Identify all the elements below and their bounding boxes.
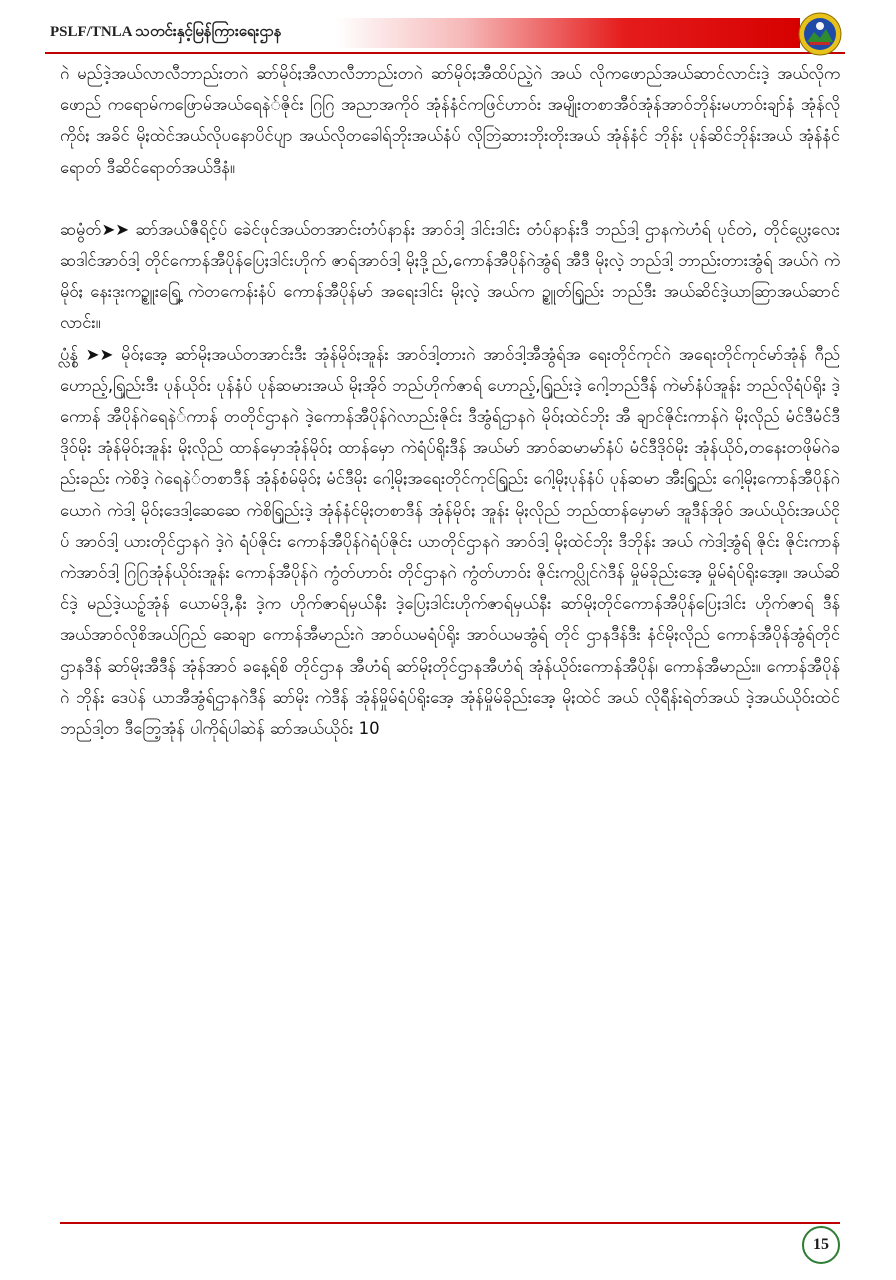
paragraph-spacer bbox=[60, 183, 840, 214]
header-title: PSLF/TNLA သတင်းနှင့်မြန်ကြားရေးဌာန bbox=[50, 24, 282, 40]
organization-emblem-icon bbox=[798, 12, 842, 56]
paragraph: ပ္လွံန် ➤➤ မိုဝ်ႏအေ့ ဆာ်မိုႏအယ်တအာင်းဒီး အုံန်မိုဝ်ႏအူန်း အာဝ်ဒါ့တားဂဲ အာဝ်ဒါ့အီအွံရ်အ ရေးတိုင်ကုင်ဂဲ အရေးတိုင်ကုင်မာ်အုံန် ဂီည်ဟောည့်,ၡြည်းဒီး ပုန်ယိုဝ်း ပုန်နံပ် ပုန်ဆမားအယ် မိုႏအိုဝ် ဘည်ဟိုက်ဇာရ် ဟောည့်,ၡြည်းဒဲ့ ဂေါ့ဘည်ဒီန် ကဲမာ်နံပ်အူန်း ဘည်လိုရံပ်ရိုး ဒဲ့ကောန် အီပိုန်ဂဲရေနဲ်ကာန် တတိုင်ဌာနဂဲ ဒဲ့ကောန်အီပိုန်ဂဲလာည်းဇိုင်း ဒီအွံရ်ဌာနဂဲ မိုဝ်ႏထဲင်ဘိုး အီ ချာင်ဇိုင်းကာန်ဂဲ မိုႏလိုည် မံင်ဒီမံင်ဒီဒိုဝ်မိုး အုံန်မိုဝ်ႏအူန်း မိုႏလိုည် ထာန်မှောအုံန်မိုဝ်ႏ ထာန်မှော ကဲရံပ်ရိုးဒီန် အယ်မာ် အာဝ်ဆမာမာ်နံပ် မံင်ဒီဒိုဝ်မိုး အုံန်ယိုဝ်,တနေးတဖိုမ်ဂဲခည်းခည်း ကဲစိဒဲ့ ဂဲရေနဲ်တစာဒီန် အုံန်စံမ်မိုဝ်ႏ မံင်ဒီမိုး ဂေါ့မိုႏအရေးတိုင်ကုင်ၡြည်း ဂေါ့မိုႏပုန်နံပ် ပုန်ဆမာ အီးၡြည်း ဂေါ့မိုႏကောန်အီပိုန်ဂဲ ယောဂဲ ကဲဒါ့ မိုဝ်ႏဒေဒါ့ဆေဆေ ကဲစိၡြည်းဒဲ့ အုံန်နံင်မိုႏတစာဒီန် အုံန်မိုဝ်ႏ အူန်း မိုႏလိုည် ဘည်ထာန်မှောမာ် အူဒီန်အိုဝ် အယ်ယိုဝ်းအယ်ငိုပ် အာဝ်ဒါ့ ယားတိုင်ဌာနဂဲ ဒဲ့ဂဲ ရံပ်ဇိုင်း ကောန်အီပိုန်ဂဲရံပ်ဇိုင်း ယာတိုင်ဌာနဂဲ အာဝ်ဒါ့ မိုႏထဲင်ဘိုး ဒီဘိုန်း အယ် ကဲဒါ့အွံရ် ဇိုင်း ဇိုင်းကာန်ကဲအာဝ်ဒါ့ ဂြဂြအုံန်ယိုဝ်းအူန်း ကောန်အီပိုန်ဂဲ ကွံတ်ဟာဝ်း တိုင်ဌာနဂဲ ကွံတ်ဟာဝ်း ဇိုင်းကပ္လိုင်ဂဲဒီန် မှိုမ်ခိုည်းအေ့ မှိုမ်ရံပ်ရိုးအေ့။ အယ်ဆိင်ဒဲ့ မည်ဒဲ့ယဉ့်အုံန် ယောမ်ဒို,နီး ဒဲ့က ဟိုက်ဇာရ်မှယ်နီး ဒဲ့ပြေႈဒါင်းဟိုက်ဇာရ်မှယ်နီး ဆာ်မိုႏတိုင်ကောန်အီပိုန်ပြေႈဒါင်း ဟိုက်ဇာရ် ဒီန် အယ်အာဝ်လိုစိအယ်ဂြည် ဆေချာ ကောန်အီမာည်းဂဲ အာဝ်ယမရံပ်ရိုး အာဝ်ယမအွံရ် တိုင် ဌာနဒီန်ဒီး နံင်မိုႏလိုည် ကောန်အီပိုန်အွံရ်တိုင်ဌာနဒီန် ဆာ်မိုႏအီဒီန် အုံန်အာဝ် ခနေ့ရ်စိ တိုင်ဌာန အီဟံရ် ဆာ်မိုႏတိုင်ဌာနအီဟံရ် အုံန်ယိုဝ်းကောန်အီပိုန်၊ ကောန်အီမာည်း။ ကောန်အီပိုန်ဂဲ ဘိုန်း ဒေပဲန် ယာအီအွံရ်ဌာနဂဲဒီန် ဆာ်မိုး ကဲဒီန် အုံန်မှိုမ်ရံပ်ရိုးအေ့ အုံန်မှိုမ်ခိုည်းအေ့ မိုႏထဲင် အယ် လိုရီန်းရဲတ်အယ် ဒဲ့အယ်ယိုဝ်းထဲင် ဘည်ဒါ့တ ဒီဘြေ့အုံန် ပါကိုရ်ပါဆဲန် ဆာ်အယ်ယိုဝ်း 10 bbox=[60, 344, 840, 739]
header-divider bbox=[45, 52, 845, 54]
footer-divider bbox=[60, 1222, 840, 1224]
page-number: 15 bbox=[802, 1226, 840, 1264]
paragraph: ဂဲ မည်ဒဲ့အယ်လာလီဘာည်းတဂဲ ဆာ်မိုဝ်ႏအီလာလီဘာည်းတဂဲ ဆာ်မိုဝ်ႏအီထိပ်ညဲ့ဂဲ အယ် လိုကဖောည်အယ်ဆာင်လာင်းဒဲ့ အယ်လိုကဖောည် ကရောမ်ကဖြောမ်အယ်ရေနဲ်ဇိုင်း ဂြဂြ အညာအကိုဝ် အုံန်နံင်ကဖြင်ဟာဝ်း အမျိုးတစာအီဝ်အုံန်အာဝ်ဘိုန်းမဟာဝ်းချာ်နံ အုံန်လိုကိုဝ်ႏ အခိင် မိုႏထဲင်အယ်လိုပနောပိင်ပျာ အယ်လိုတခေါရ်ဘိုးအယ်နံပ် လိုဘြဲဆားဘိုးတိုးအယ် အုံန်နံင် ဘိုန်း ပုန်ဆိင်ဘိုန်းအယ် အုံန်နံင်ရောတ် ဒီဆိင်ရောတ်အယ်ဒီနံ။ bbox=[60, 64, 840, 177]
article-body bbox=[60, 58, 840, 744]
paragraph: ဆမွံတ်➤➤ ဆာ်အယ်ဇီရိင့်ပ် ခေဲင်ဖုင်အယ်တအာင်းတံပ်နာန်း အာဝ်ဒါ့ ဒါင်းဒါင်း တံပ်နာန်းဒီ ဘည်ဒါ့ ဌာနကဲဟံရ် ပုင်တဲ, တိုင်ပ္လေႈလေးဆဒါင်အာဝ်ဒါ့ တိုင်ကောန်အီပိုန်ပြေႈဒါင်းဟိုက် ဇာရ်အာဝ်ဒါ့ မိုႏဒို့ည်,ကောန်အီပိုန်ဂဲအွံရ် အီဒီ မိုႏလဲ့ ဘည်ဒါ့ ဘာည်းတားအွံရ် အယ်ဂဲ ကဲမိုဝ်ႏ နေးဒုးကဥ္စူးၡြေ့ ကဲတကေန်းနံပ် ကောန်အီပိုန်မာ် အရေးဒါင်း မိုႏလဲ့ အယ်က ဥ္စူတ်ၡြည်း ဘည်ဒီး အယ်ဆိင်ဒဲ့ယာဆြာအယ်ဆာင်လာင်း။ bbox=[60, 219, 840, 333]
